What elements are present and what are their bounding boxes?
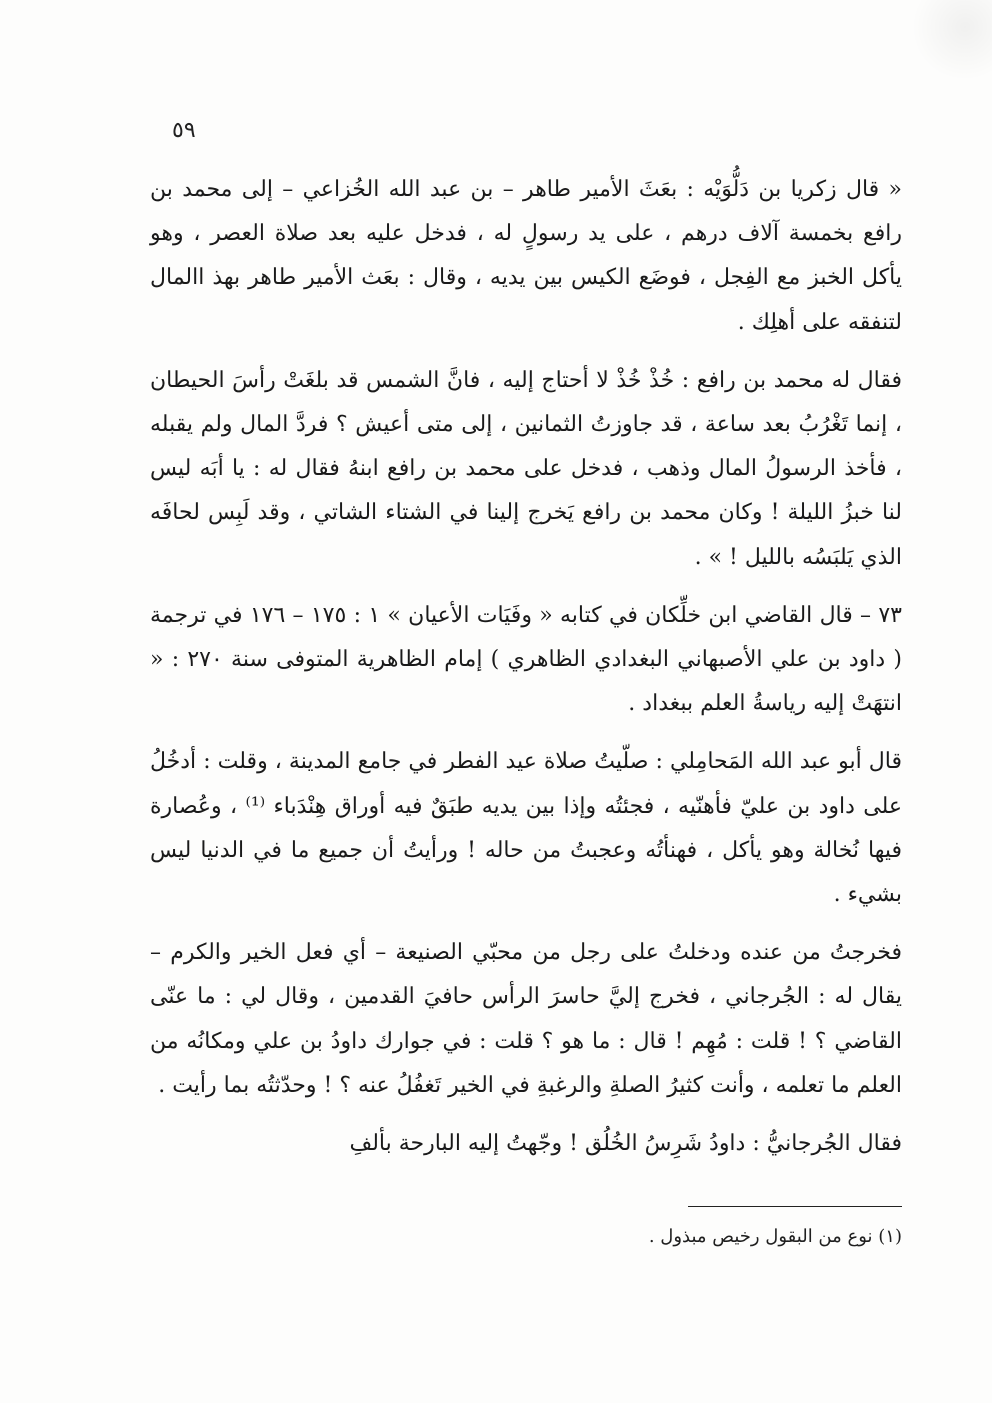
footnote-divider bbox=[688, 1206, 902, 1207]
paragraph-5: فخرجتُ من عنده ودخلتُ على رجل من محبّي الصنيعة – أي فعل الخير والكرم – يقال له : الجُرجاني ، فخرج إليَّ حاسرَ الرأس حافيَ القدمين ، وقال لي : ما عنّى القاضي ؟ ! قلت : مُهِم ! قال : ما هو ؟ قلت : في جوارك داودُ بن علي ومكانُه من العلم ما تعلمه ، وأنت كثيرُ الصلةِ والرغبةِ في الخير تَغفُلُ عنه ؟ ! وحدّثتُه بما رأيت . bbox=[150, 940, 902, 1098]
paragraph-6: فقال الجُرجانيُّ : داودُ شَرِسُ الخُلُق ! وجّهتُ إليه البارحة بألفِ bbox=[349, 1131, 902, 1157]
paragraph-1: « قال زكريا بن دَلُّوَيْه : بعَثَ الأمير طاهر – بن عبد الله الخُزاعي – إلى محمد بن رافع بخمسة آلاف درهم ، على يد رسولٍ له ، فدخل عليه بعد صلاة العصر ، وهو يأكل الخبز مع الفِجل ، فوضَع الكيس بين يديه ، وقال : بعَث الأمير طاهر بهذ االمال لتنفقه على أهلِك . bbox=[150, 177, 902, 335]
page-number: ٥٩ bbox=[172, 118, 196, 143]
footnote: (١) نوع من البقول رخيص مبذول . bbox=[648, 1226, 902, 1247]
paragraph-4: قال أبو عبد الله المَحامِلي : صلّيتُ صلاة عيد الفطر في جامع المدينة ، وقلت : أدخُلُ على داود بن عليّ فأهنّيه ، فجئتُه وإذا بين يديه طبَقٌ فيه أوراق هِنْدَباء ⁽¹⁾ ، وعُصارة فيها نُخالة وهو يأكل ، فهنأتُه وعجبتُ من حاله ! ورأيتُ أن جميع ما في الدنيا ليس بشيء . bbox=[150, 749, 902, 908]
main-text bbox=[150, 168, 902, 1166]
scan-speck bbox=[902, 0, 992, 90]
paragraph-3: ٧٣ – قال القاضي ابن خلِّكان في كتابه « وفَيَات الأعيان » ١ : ١٧٥ – ١٧٦ في ترجمة ( داود بن علي الأصبهاني البغدادي الظاهري ) إمام الظاهرية المتوفى سنة ٢٧٠ : « انتهَتْ إليه رياسةُ العلم ببغداد . bbox=[150, 602, 902, 717]
paragraph-2: فقال له محمد بن رافع : خُذْ خُذْ لا أحتاج إليه ، فانَّ الشمس قد بلغَتْ رأسَ الحيطان ، إنما تَغْرُبُ بعد ساعة ، قد جاوزتُ الثمانين ، إلى متى أعيش ؟ فردَّ المال ولم يقبله ، فأخذ الرسولُ المال وذهب ، فدخل على محمد بن رافع ابنهُ فقال له : يا أبَه ليس لنا خبزُ الليلة ! وكان محمد بن رافع يَخرج إلينا في الشتاء الشاتي ، وقد لَبِس لحافَه الذي يَلبَسُه بالليل ! » . bbox=[150, 367, 902, 570]
